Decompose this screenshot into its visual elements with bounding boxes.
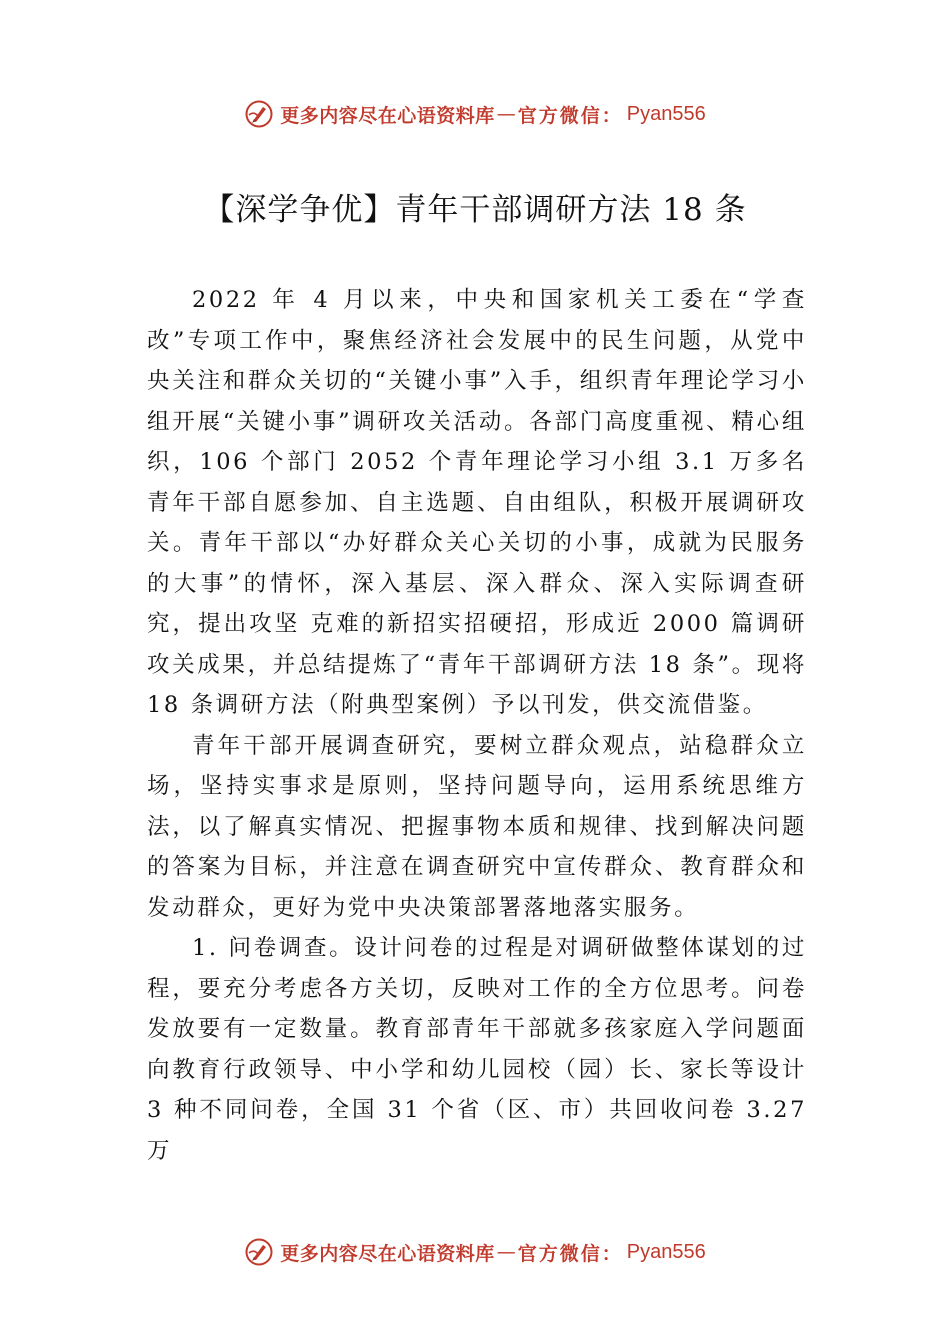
quill-pen-logo-icon [244,99,274,129]
paragraph-principles: 青年干部开展调查研究，要树立群众观点，站稳群众立场，坚持实事求是原则，坚持问题导向，运用系统思维方法，以了解真实情况、把握事物本质和规律、找到解决问题的答案为目标，并注意在调查研究中宣传群众、教育群众和发动群众，更好为党中央决策部署落地落实服务。 [147,732,807,921]
document-title: 【深学争优】青年干部调研方法 18 条 [203,192,747,228]
paragraph-intro: 2022 年 4 月以来，中央和国家机关工委在“学查改”专项工作中，聚焦经济社会发展中的民生问题，从党中央关注和群众关切的“关键小事”入手，组织青年理论学习小组开展“关键小事”调研攻关活动。各部门高度重视、精心组织，106 个部门 2052 个青年理论学习小组 3.1 万多名青年干部自愿参加、自主选题、自由组队，积极开展调研攻关。青年干部以“办好群众关心关切的小事，成就为民服务的大事”的情怀，深入基层、深入群众、深入实际调查研究，提出攻坚 克难的新招实招硬招，形成近 2000 篇调研攻关成果，并总结提炼了“青年干部调研方法 18 条”。现将 18 条调研方法（附典型案例）予以刊发，供交流借鉴。 [147,287,807,718]
banner-text: 更多内容尽在心语资料库 [280,104,495,127]
footer-banner-wechat-id: Pyan556 [626,1240,706,1263]
document-body [147,280,807,1171]
banner-separator: — [496,103,516,125]
header-banner [0,94,950,134]
banner-wechat-label: 官方微信： [517,104,623,127]
paragraph-method-1: 1. 问卷调查。设计问卷的过程是对调研做整体谋划的过程，要充分考虑各方关切，反映对工作的全方位思考。问卷发放要有一定数量。教育部青年干部就多孩家庭入学问题面向教育行政领导、中小学和幼儿园校（园）长、家长等设计 3 种不同问卷，全国 31 个省（区、市）共回收问卷 3.27 万 [147,935,807,1164]
banner-wechat-id: Pyan556 [626,102,706,125]
footer-banner [0,1232,950,1272]
footer-banner-text: 更多内容尽在心语资料库 [280,1242,495,1265]
quill-pen-logo-icon [244,1237,274,1267]
footer-banner-wechat-label: 官方微信： [517,1242,623,1265]
footer-banner-separator: — [496,1241,516,1263]
